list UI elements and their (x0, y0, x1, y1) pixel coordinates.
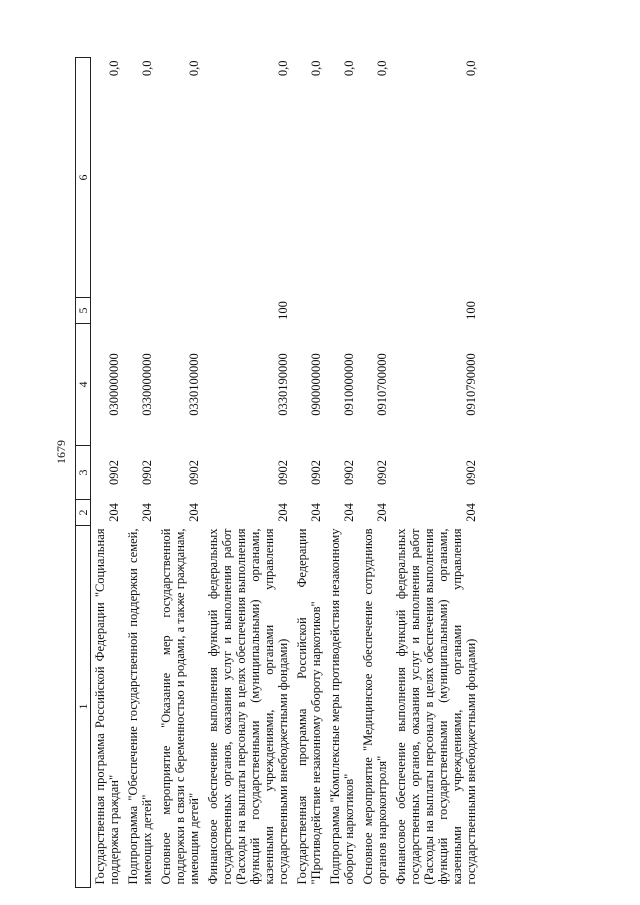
row-name: Основное мероприятие "Медицинское обеспечение сотрудников органов наркоконтроля" (361, 528, 389, 885)
row-code-5 (91, 298, 125, 324)
row-code-3: 0902 (309, 460, 323, 485)
row-name: Подпрограмма "Обеспечение государственной поддержки семей, имеющих детей" (126, 528, 154, 885)
table-row (392, 58, 481, 888)
row-name: Финансовое обеспечение выполнения функций федеральных государственных органов, оказания услуг и выполнения работ (Расходы на выплаты персоналу в целях обеспечения выполнения функций государственными (муниципальными) органами, казенными учреждениями, органами управления государственными внебюджетными фондами) (394, 528, 478, 885)
table-row (326, 58, 359, 888)
row-code-2: 204 (342, 503, 356, 522)
row-code-3: 0902 (276, 460, 290, 485)
header-col-5: 5 (76, 298, 91, 324)
header-col-4: 4 (76, 324, 91, 446)
header-col-3: 3 (76, 446, 91, 500)
row-code-4: 0330190000 (276, 353, 290, 416)
table-body (91, 58, 482, 888)
row-code-3: 0902 (107, 460, 121, 485)
row-code-2: 204 (464, 503, 478, 522)
row-code-3: 0902 (187, 460, 201, 485)
row-code-3: 0902 (140, 460, 154, 485)
row-name: Финансовое обеспечение выполнения функций федеральных государственных органов, оказания услуг и выполнения работ (Расходы на выплаты персоналу в целях обеспечения выполнения функций государственными (муниципальными) органами, казенными учреждениями, органами управления государственными внебюджетными фондами) (206, 528, 290, 885)
row-code-3: 0902 (342, 460, 356, 485)
page-number: 1679 (54, 440, 68, 464)
table-row (157, 58, 204, 888)
row-name: Подпрограмма "Комплексные меры противодействия незаконному обороту наркотиков" (328, 528, 356, 885)
row-code-2: 204 (375, 503, 389, 522)
row-amount: 0,0 (342, 60, 356, 77)
row-name: Государственная программа Российской Федерации "Социальная поддержка граждан" (93, 528, 121, 885)
row-amount: 0,0 (464, 60, 478, 77)
row-amount: 0,0 (309, 60, 323, 77)
row-code-2: 204 (140, 503, 154, 522)
row-code-4: 0910000000 (342, 353, 356, 416)
row-amount: 0,0 (375, 60, 389, 77)
header-col-1: 1 (76, 526, 91, 888)
row-name: Основное мероприятие "Оказание мер государственной поддержки в связи с беременностью и родами, а также гражданам, имеющим детей" (159, 528, 201, 885)
table-header (76, 58, 91, 888)
row-code-2: 204 (107, 503, 121, 522)
row-code-3: 0902 (375, 460, 389, 485)
table-row (91, 58, 125, 888)
row-code-4: 0300000000 (107, 353, 121, 416)
row-name: Государственная программа Российской Федерации "Противодействие незаконному обороту наркотиков" (295, 528, 323, 885)
table-row (293, 58, 326, 888)
row-amount: 0,0 (107, 60, 121, 77)
row-code-2: 204 (276, 503, 290, 522)
row-code-5 (124, 298, 157, 324)
row-code-5 (359, 298, 392, 324)
row-code-4: 0910790000 (464, 353, 478, 416)
table-row (359, 58, 392, 888)
rotated-page-content (75, 58, 565, 888)
header-col-2: 2 (76, 500, 91, 526)
row-amount: 0,0 (276, 60, 290, 77)
row-code-3: 0902 (464, 460, 478, 485)
row-code-5 (293, 298, 326, 324)
row-code-4: 0900000000 (309, 353, 323, 416)
header-col-6: 6 (76, 58, 91, 298)
row-code-2: 204 (187, 503, 201, 522)
header-row (76, 58, 91, 888)
row-code-4: 0330000000 (140, 353, 154, 416)
row-code-4: 0910700000 (375, 353, 389, 416)
budget-table (75, 57, 481, 888)
row-code-5: 100 (276, 301, 290, 320)
row-code-5 (326, 298, 359, 324)
row-code-4: 0330100000 (187, 353, 201, 416)
table-row (124, 58, 157, 888)
row-code-5: 100 (464, 301, 478, 320)
table-row (204, 58, 293, 888)
row-code-5 (157, 298, 204, 324)
row-amount: 0,0 (140, 60, 154, 77)
row-code-2: 204 (309, 503, 323, 522)
row-amount: 0,0 (187, 60, 201, 77)
